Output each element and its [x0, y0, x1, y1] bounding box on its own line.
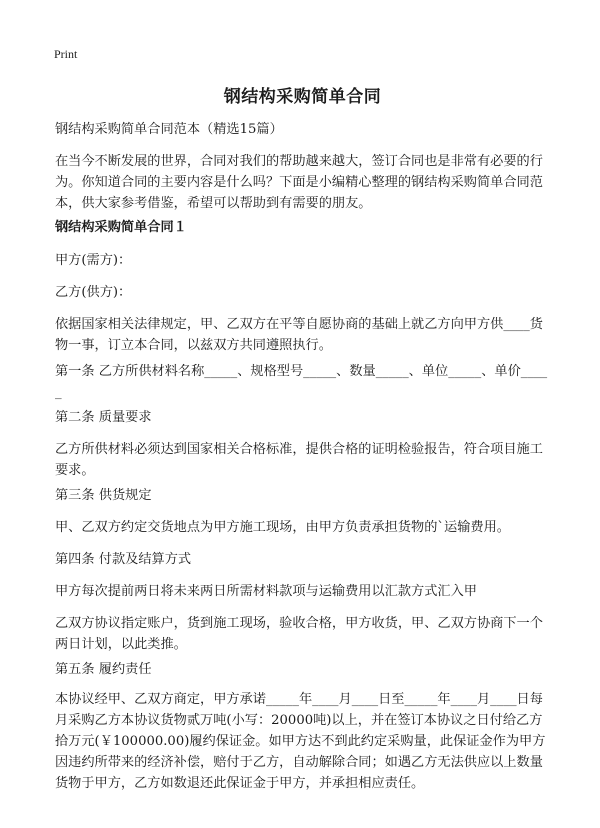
section-heading: 钢结构采购简单合同１	[55, 220, 187, 235]
print-link[interactable]: Print	[54, 47, 78, 61]
party-b-line: 乙方(供方)：	[55, 285, 132, 300]
article-2-title: 第二条 质量要求	[55, 410, 152, 425]
article-5-title: 第五条 履约责任	[55, 662, 152, 677]
article-4-title: 第四条 付款及结算方式	[55, 552, 192, 567]
document-title: 钢结构采购简单合同	[223, 87, 382, 107]
article-1: 第一条 乙方所供材料名称_____、规格型号_____、数量_____、单位_____、单价_____	[55, 364, 548, 400]
intro-paragraph: 在当今不断发展的世界，合同对我们的帮助越来越大，签订合同也是非常有必要的行为。你知道合同的主要内容是什么吗？下面是小编精心整理的钢结构采购简单合同范本，供大家参考借鉴，希望可以帮助到有需要的朋友。	[55, 154, 543, 211]
document-subtitle: 钢结构采购简单合同范本（精选15篇）	[55, 122, 283, 137]
article-5-body: 本协议经甲、乙双方商定，甲方承诺_____年____月____日至_____年____月____日每月采购乙方本协议货物贰万吨(小写：20000吨)以上，并在签订本协议之日付给乙方拾万元(￥100000.00)履约保证金。如甲方达不到此约定采购量，此保证金作为甲方因违约所带来的经济补偿，赔付于乙方，自动解除合同；如遇乙方无法供应以上数量货物于甲方，乙方如数退还此保证金于甲方，并承担相应责任。	[55, 692, 546, 791]
article-3-body: 甲、乙双方约定交货地点为甲方施工现场，由甲方负责承担货物的`运输费用。	[55, 520, 510, 535]
article-4-body-2: 乙双方协议指定账户，货到施工现场，验收合格，甲方收货，甲、乙双方协商下一个两日计划，以此类推。	[55, 616, 543, 652]
preamble-paragraph: 依据国家相关法律规定，甲、乙双方在平等自愿协商的基础上就乙方向甲方供____货物一事，订立本合同，以兹双方共同遵照执行。	[55, 317, 543, 353]
article-2-body: 乙方所供材料必须达到国家相关合格标准，提供合格的证明检验报告，符合项目施工要求。	[55, 442, 543, 478]
article-4-body-1: 甲方每次提前两日将未来两日所需材料款项与运输费用以汇款方式汇入甲	[55, 584, 477, 599]
article-3-title: 第三条 供货规定	[55, 488, 152, 503]
party-a-line: 甲方(需方)：	[55, 253, 132, 268]
